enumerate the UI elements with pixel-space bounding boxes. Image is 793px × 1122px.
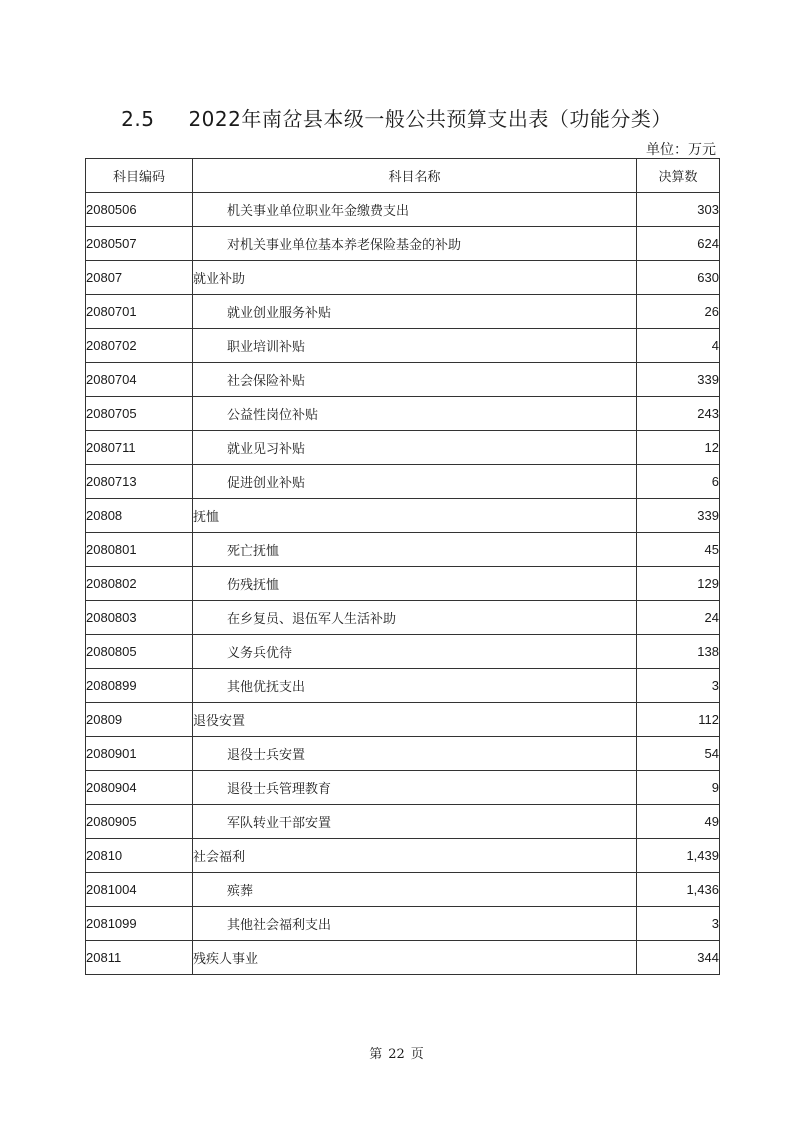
cell-code: 20808 [86,499,193,533]
cell-code: 2080705 [86,397,193,431]
table-row [86,601,720,635]
cell-name: 在乡复员、退伍军人生活补助 [193,601,637,635]
cell-amount: 26 [637,295,720,329]
footer-suffix: 页 [410,1047,424,1062]
table-header-row [86,159,720,193]
cell-amount: 112 [637,703,720,737]
cell-amount: 24 [637,601,720,635]
cell-amount: 3 [637,669,720,703]
cell-code: 20810 [86,839,193,873]
table-row [86,805,720,839]
table-row [86,431,720,465]
cell-name: 残疾人事业 [193,941,637,975]
cell-amount: 54 [637,737,720,771]
page-title [0,103,793,132]
cell-name: 促进创业补贴 [193,465,637,499]
cell-code: 2081099 [86,907,193,941]
cell-name: 退役安置 [193,703,637,737]
cell-name: 就业创业服务补贴 [193,295,637,329]
cell-amount: 303 [637,193,720,227]
table-row [86,635,720,669]
page-footer [0,1043,793,1062]
footer-prefix: 第 [369,1047,383,1062]
column-header-name: 科目名称 [193,159,637,193]
cell-code: 2080713 [86,465,193,499]
cell-amount: 630 [637,261,720,295]
cell-amount: 243 [637,397,720,431]
cell-name: 死亡抚恤 [193,533,637,567]
table-row [86,193,720,227]
cell-amount: 12 [637,431,720,465]
cell-code: 2080803 [86,601,193,635]
cell-code: 2081004 [86,873,193,907]
column-header-code: 科目编码 [86,159,193,193]
column-header-amount: 决算数 [637,159,720,193]
cell-name: 义务兵优待 [193,635,637,669]
cell-amount: 339 [637,363,720,397]
expenditure-table [85,158,720,975]
table-row [86,295,720,329]
cell-code: 20811 [86,941,193,975]
cell-amount: 138 [637,635,720,669]
cell-name: 其他优抚支出 [193,669,637,703]
cell-code: 20807 [86,261,193,295]
cell-code: 2080901 [86,737,193,771]
cell-amount: 49 [637,805,720,839]
section-number: 2.5 [121,107,155,131]
cell-name: 殡葬 [193,873,637,907]
table-row [86,567,720,601]
cell-code: 2080904 [86,771,193,805]
table-row [86,499,720,533]
cell-name: 社会福利 [193,839,637,873]
table-row [86,397,720,431]
cell-code: 2080704 [86,363,193,397]
cell-code: 2080507 [86,227,193,261]
cell-code: 2080506 [86,193,193,227]
unit-label: 单位：万元 [646,142,716,158]
cell-code: 2080801 [86,533,193,567]
table-row [86,533,720,567]
table-row [86,737,720,771]
cell-amount: 3 [637,907,720,941]
cell-name: 对机关事业单位基本养老保险基金的补助 [193,227,637,261]
cell-name: 抚恤 [193,499,637,533]
table-body [86,193,720,975]
cell-amount: 1,439 [637,839,720,873]
table-row [86,703,720,737]
table-row [86,465,720,499]
cell-name: 机关事业单位职业年金缴费支出 [193,193,637,227]
cell-code: 2080899 [86,669,193,703]
cell-amount: 9 [637,771,720,805]
cell-code: 2080711 [86,431,193,465]
cell-code: 2080701 [86,295,193,329]
cell-amount: 6 [637,465,720,499]
cell-code: 2080702 [86,329,193,363]
cell-name: 职业培训补贴 [193,329,637,363]
cell-amount: 344 [637,941,720,975]
cell-name: 退役士兵安置 [193,737,637,771]
table-row [86,873,720,907]
cell-name: 军队转业干部安置 [193,805,637,839]
table-row [86,907,720,941]
cell-amount: 1,436 [637,873,720,907]
cell-name: 退役士兵管理教育 [193,771,637,805]
table-row [86,941,720,975]
cell-amount: 45 [637,533,720,567]
table-row [86,771,720,805]
cell-code: 2080802 [86,567,193,601]
page-number: 22 [388,1047,405,1062]
cell-name: 公益性岗位补贴 [193,397,637,431]
cell-amount: 4 [637,329,720,363]
cell-code: 20809 [86,703,193,737]
cell-name: 就业补助 [193,261,637,295]
title-text: 2022年南岔县本级一般公共预算支出表（功能分类） [188,107,672,131]
cell-name: 其他社会福利支出 [193,907,637,941]
cell-name: 社会保险补贴 [193,363,637,397]
cell-amount: 129 [637,567,720,601]
cell-amount: 339 [637,499,720,533]
table-row [86,363,720,397]
table-row [86,669,720,703]
table-row [86,839,720,873]
cell-name: 就业见习补贴 [193,431,637,465]
cell-amount: 624 [637,227,720,261]
cell-code: 2080805 [86,635,193,669]
table-row [86,261,720,295]
cell-name: 伤残抚恤 [193,567,637,601]
cell-code: 2080905 [86,805,193,839]
table-row [86,329,720,363]
table-row [86,227,720,261]
